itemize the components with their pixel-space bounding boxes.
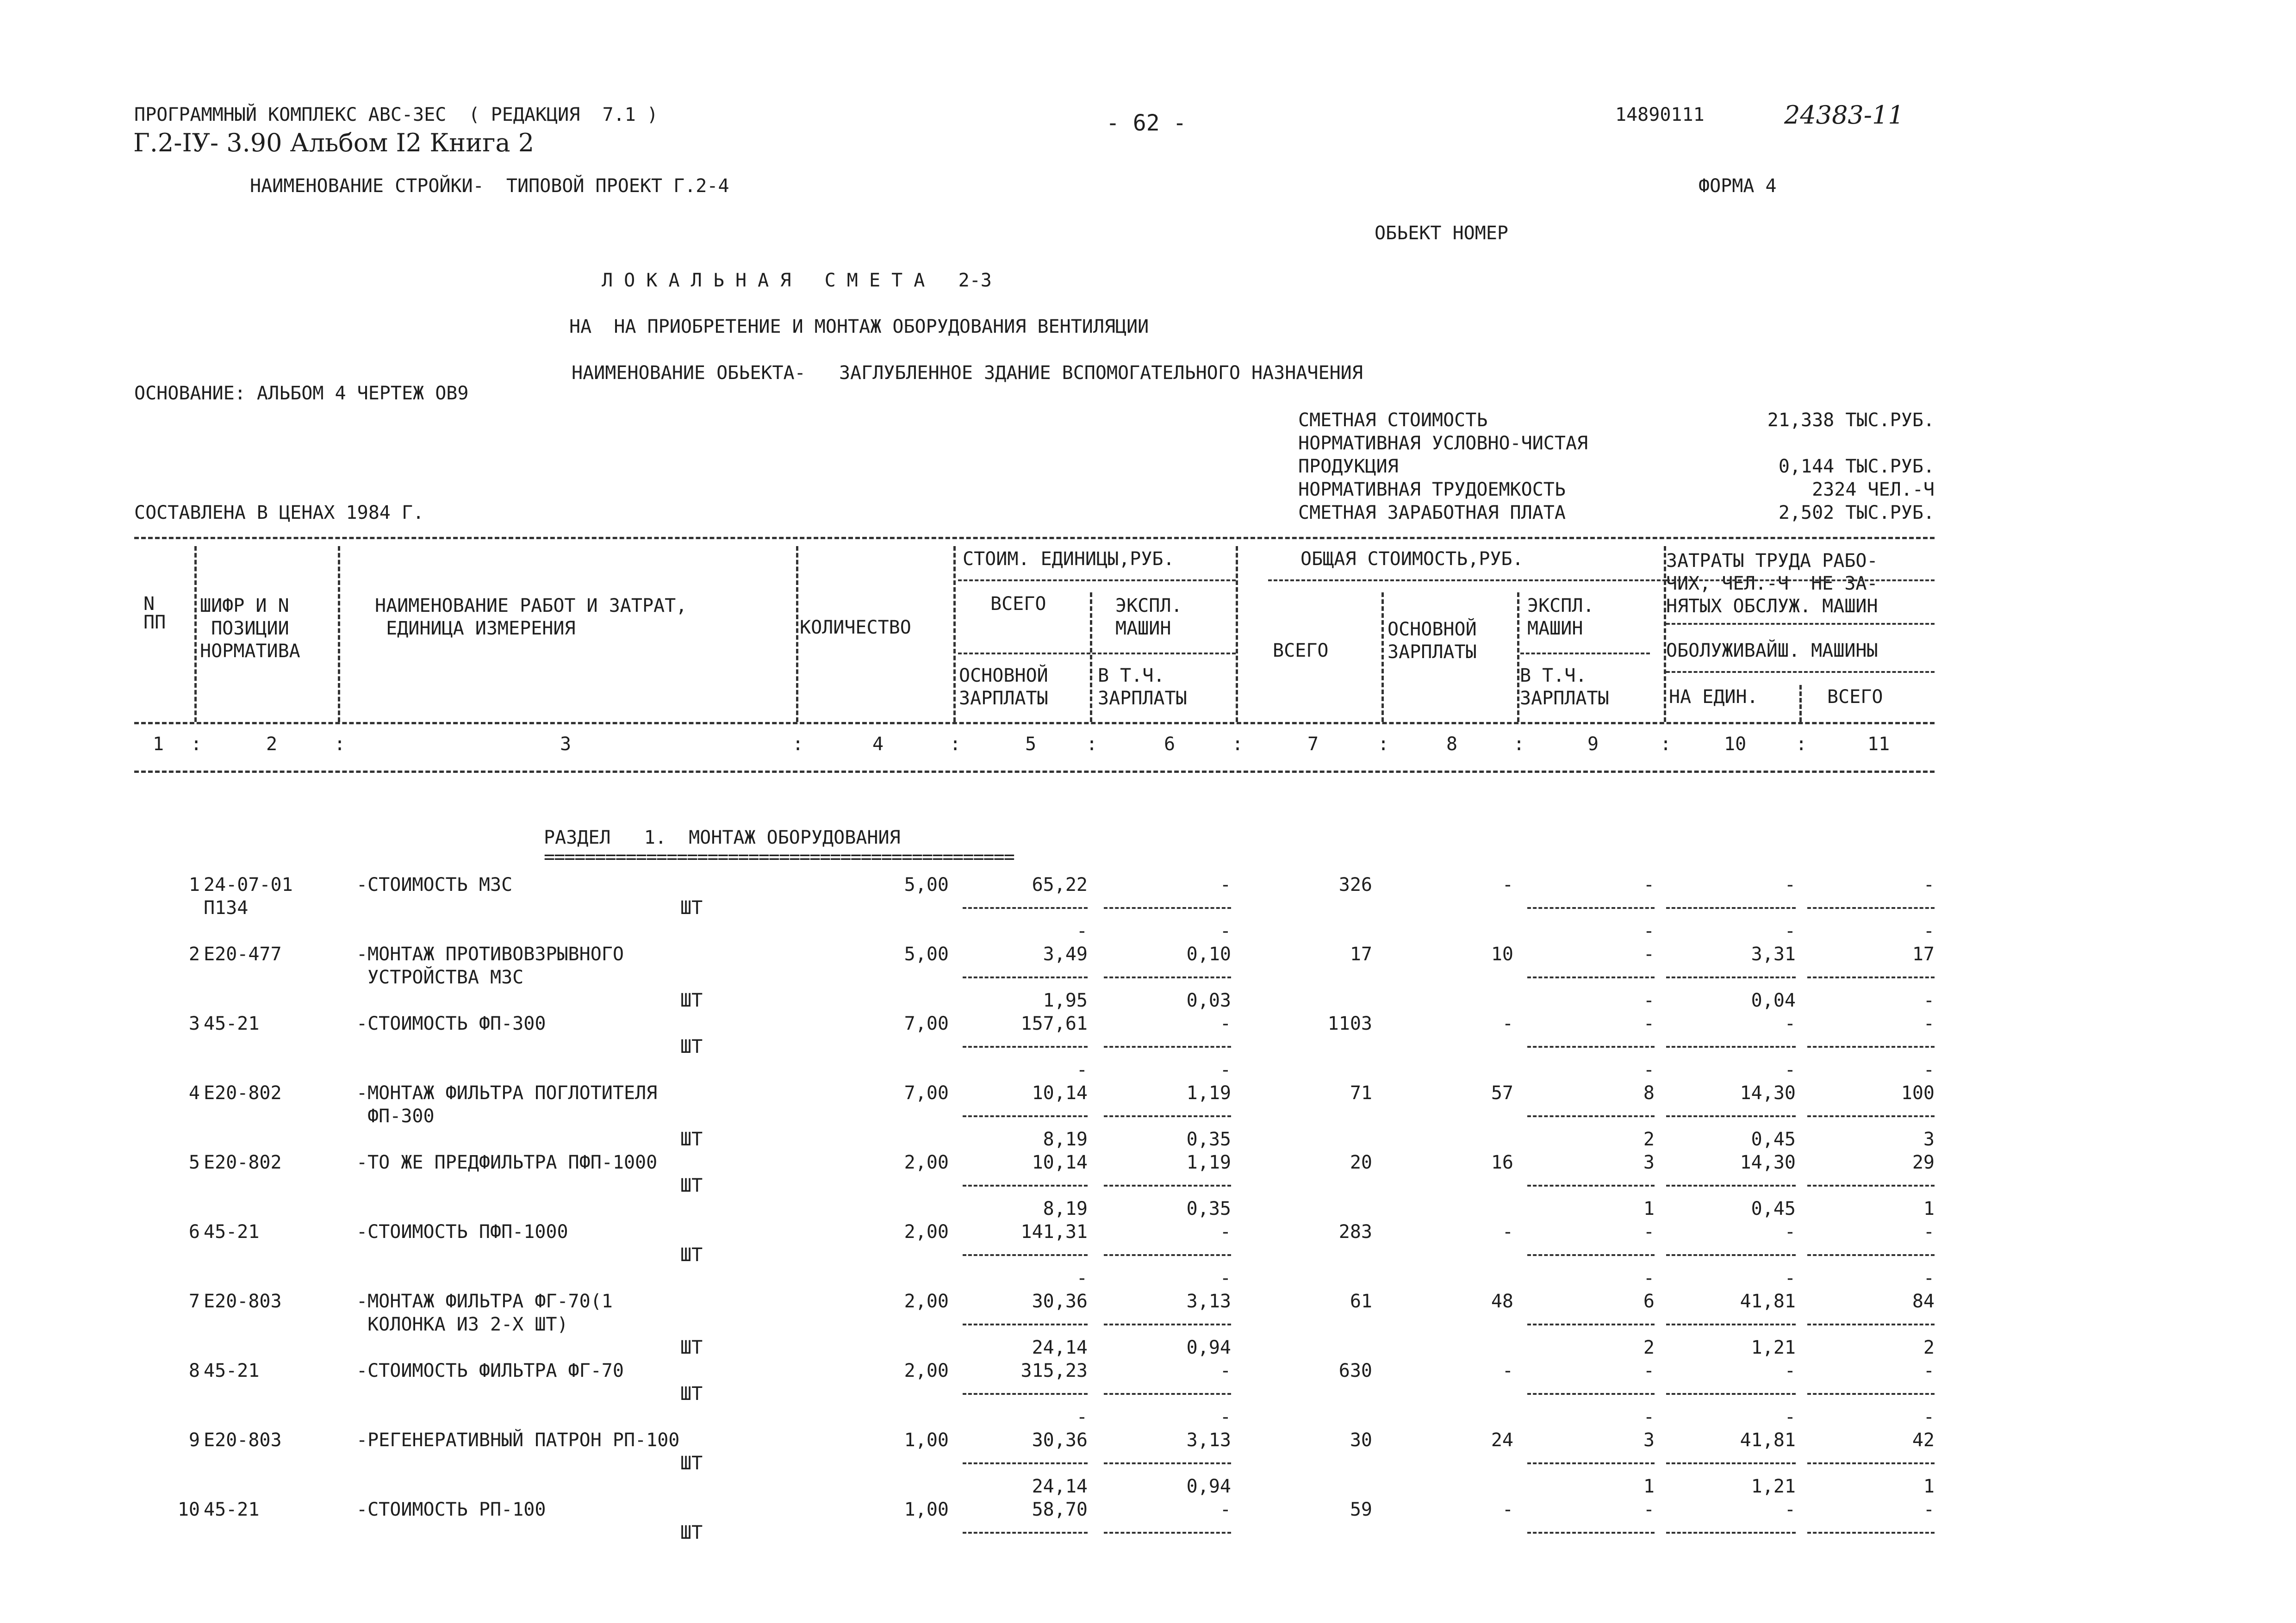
unit-incl-wage: - [1220,1268,1231,1289]
cell-divider [1666,1115,1796,1117]
total-machines: 8 [1643,1082,1655,1104]
total-all-header: ВСЕГО [1273,640,1329,661]
total-incl-wage: 2 [1643,1337,1655,1358]
column-number: 3 [560,734,572,755]
col-name-header: НАИМЕНОВАНИЕ РАБОТ И ЗАТРАТ, ЕДИНИЦА ИЗМЕРЕНИЯ [375,595,687,639]
machine-labor-per-unit: - [1784,1059,1796,1081]
cell-divider [1666,1254,1796,1256]
unit-base-wage: - [1076,1406,1088,1428]
unit: ШТ [680,1036,703,1057]
labor-total: 17 [1912,944,1935,965]
unit-base-wage: 8,19 [1043,1129,1088,1150]
machine-labor-per-unit: 1,21 [1751,1337,1796,1358]
row-number: 3 [188,1013,200,1034]
column-separator: : [1513,734,1525,755]
unit-cost-machines: - [1220,1013,1231,1034]
cell-divider [963,1185,1088,1187]
unit-cost-total: 315,23 [1020,1360,1088,1381]
labor-total: - [1923,1013,1935,1034]
column-separator: : [1660,734,1672,755]
unit: ШТ [680,1129,703,1150]
unit-base-wage: - [1076,1059,1088,1081]
program-name: ПРОГРАММНЫЙ КОМПЛЕКС АВС-3ЕС ( РЕДАКЦИЯ 7.1 ) [134,104,658,125]
total-machines: - [1643,1360,1655,1381]
unit-cost-machines: - [1220,1360,1231,1381]
unit-cost-header: СТОИМ. ЕДИНИЦЫ,РУБ. [963,548,1175,570]
cell-divider [1527,1324,1655,1325]
norm-code: 45-21 [204,1499,260,1520]
summary-value: 21,338 ТЫС.РУБ. [1767,410,1935,431]
total-cost: 61 [1350,1291,1372,1312]
unit: ШТ [680,1175,703,1196]
total-cost: 326 [1338,874,1372,895]
unit-cost-total: 141,31 [1020,1221,1088,1243]
labor-total: 84 [1912,1291,1935,1312]
row-number: 8 [188,1360,200,1381]
unit-cost-total: 157,61 [1020,1013,1088,1034]
row-number: 1 [188,874,200,895]
total-machines: - [1643,1221,1655,1243]
labor-header: ЗАТРАТЫ ТРУДА РАБО- ЧИХ, ЧЕЛ.-Ч НЕ ЗА- НЯТЫХ ОБСЛУЖ. МАШИН [1666,550,1878,617]
unit-cost-total: 3,49 [1043,944,1088,965]
quantity: 7,00 [904,1013,949,1034]
summary-value: 0,144 ТЫС.РУБ. [1778,456,1935,477]
labor-total: - [1923,874,1935,895]
unit-base-wage: - [1076,1268,1088,1289]
quantity: 2,00 [904,1152,949,1173]
total-incl-wage: 1 [1643,1476,1655,1497]
labor-machine-header: ОБОЛУЖИВАЙШ. МАШИНЫ [1666,640,1878,661]
norm-code: 45-21 [204,1221,260,1243]
labor-total: 29 [1912,1152,1935,1173]
total-incl-wage: - [1643,920,1655,942]
construction-name: НАИМЕНОВАНИЕ СТРОЙКИ- ТИПОВОЙ ПРОЕКТ Г.2-4 [250,175,729,197]
cell-divider [1666,1185,1796,1187]
cell-divider [963,1115,1088,1117]
cell-divider [1807,1532,1935,1534]
total-cost: 59 [1350,1499,1372,1520]
unit-cost-machines: 1,19 [1186,1082,1231,1104]
unit: ШТ [680,1337,703,1358]
total-wage: 48 [1491,1291,1513,1312]
total-wage: 24 [1491,1430,1513,1451]
column-separator: : [1086,734,1098,755]
quantity: 7,00 [904,1082,949,1104]
total-machines: 3 [1643,1430,1655,1451]
summary-value: 2,502 ТЫС.РУБ. [1778,502,1935,523]
norm-code-line2: П134 [204,897,249,919]
cell-divider [1807,1393,1935,1395]
column-separator: : [191,734,202,755]
norm-code: Е20-803 [204,1430,282,1451]
unit-cost-machines: - [1220,874,1231,895]
cell-divider [1104,1324,1231,1325]
unit-cost-machines: 1,19 [1186,1152,1231,1173]
column-number: 1 [153,734,164,755]
col-quantity-header: КОЛИЧЕСТВО [800,617,911,638]
total-machines: - [1643,944,1655,965]
cell-divider [1527,1046,1655,1048]
summary-label: НОРМАТИВНАЯ ТРУДОЕМКОСТЬ [1298,479,1566,500]
cell-divider [1104,1462,1231,1464]
cell-divider [1104,1046,1231,1048]
cell-divider [1527,1185,1655,1187]
cell-divider [1104,907,1231,909]
cell-divider [1527,1462,1655,1464]
total-machines: - [1643,1013,1655,1034]
unit-base-wage: 8,19 [1043,1198,1088,1219]
total-wage: - [1502,1499,1513,1520]
total-cost: 30 [1350,1430,1372,1451]
labor-total: - [1923,1499,1935,1520]
total-wage: - [1502,1221,1513,1243]
basis: ОСНОВАНИЕ: АЛЬБОМ 4 ЧЕРТЕЖ ОВ9 [134,383,469,404]
total-incl-wage: 2 [1643,1129,1655,1150]
unit: ШТ [680,1244,703,1266]
unit-cost-total: 30,36 [1032,1430,1088,1451]
column-separator: : [792,734,804,755]
labor-per-unit: 41,81 [1740,1291,1796,1312]
machine-labor-per-unit: - [1784,1268,1796,1289]
total-cost: 20 [1350,1152,1372,1173]
unit-wage-header: ОСНОВНОЙ ЗАРПЛАТЫ [959,665,1048,709]
unit-incl-wage: - [1220,1059,1231,1081]
unit-base-wage: 1,95 [1043,990,1088,1011]
cell-divider [1104,1254,1231,1256]
quantity: 2,00 [904,1360,949,1381]
labor-per-unit: - [1784,1499,1796,1520]
norm-code: 24-07-01 [204,874,293,895]
unit-machine-header: ЭКСПЛ. МАШИН [1115,595,1182,639]
unit-incl-wage: - [1220,1406,1231,1428]
norm-code: Е20-802 [204,1082,282,1104]
machine-labor-per-unit: 0,45 [1751,1198,1796,1219]
machine-labor-total: 2 [1923,1337,1935,1358]
column-number: 9 [1587,734,1599,755]
total-wage: - [1502,874,1513,895]
unit-cost-machines: - [1220,1499,1231,1520]
album-reference: Г.2-IУ- 3.90 Альбом I2 Книга 2 [133,128,535,157]
unit-incl-wage: 0,94 [1186,1337,1231,1358]
labor-total: - [1923,1360,1935,1381]
document-title: Л О К А Л Ь Н А Я С М Е Т А 2-3 [602,270,992,291]
unit-incl-wage: 0,35 [1186,1198,1231,1219]
cell-divider [1527,1254,1655,1256]
machine-labor-per-unit: 1,21 [1751,1476,1796,1497]
unit: ШТ [680,897,703,919]
summary-label: НОРМАТИВНАЯ УСЛОВНО-ЧИСТАЯ [1298,433,1588,454]
labor-per-unit: - [1784,1013,1796,1034]
cell-divider [1104,1532,1231,1534]
labor-per-unit: - [1784,1360,1796,1381]
row-number: 7 [188,1291,200,1312]
unit-total-header: ВСЕГО [990,593,1046,615]
cell-divider [963,907,1088,909]
row-number: 2 [188,944,200,965]
unit-cost-machines: 3,13 [1186,1291,1231,1312]
total-wage: 10 [1491,944,1513,965]
machine-labor-total: 3 [1923,1129,1935,1150]
quantity: 5,00 [904,874,949,895]
column-separator: : [1378,734,1389,755]
unit: ШТ [680,1453,703,1474]
work-name: -МОНТАЖ ПРОТИВОВЗРЫВНОГО [356,944,624,965]
work-name: -СТОИМОСТЬ РП-100 [356,1499,546,1520]
quantity: 2,00 [904,1221,949,1243]
work-name: -СТОИМОСТЬ ФП-300 [356,1013,546,1034]
machine-labor-total: - [1923,1406,1935,1428]
labor-per-unit: 14,30 [1740,1152,1796,1173]
norm-code: Е20-802 [204,1152,282,1173]
cell-divider [1807,907,1935,909]
row-number: 10 [177,1499,200,1520]
machine-labor-total: 1 [1923,1476,1935,1497]
total-incl-wage: 1 [1643,1198,1655,1219]
unit-cost-machines: - [1220,1221,1231,1243]
cell-divider [1666,1046,1796,1048]
row-number: 5 [188,1152,200,1173]
norm-code: 45-21 [204,1013,260,1034]
cell-divider [963,1046,1088,1048]
summary-value: 2324 ЧЕЛ.-Ч [1812,479,1935,500]
summary-label: СМЕТНАЯ СТОИМОСТЬ [1298,410,1488,431]
work-name-line2: УСТРОЙСТВА МЗС [356,967,524,988]
cell-divider [1527,907,1655,909]
labor-per-unit: 3,31 [1751,944,1796,965]
norm-code: 45-21 [204,1360,260,1381]
norm-code: Е20-477 [204,944,282,965]
total-incl-wage: - [1643,1268,1655,1289]
unit-base-wage: 24,14 [1032,1476,1088,1497]
labor-per-unit: 41,81 [1740,1430,1796,1451]
cell-divider [963,1532,1088,1534]
summary-label: ПРОДУКЦИЯ [1298,456,1399,477]
cell-divider [1666,1393,1796,1395]
total-cost: 1103 [1327,1013,1372,1034]
machine-labor-per-unit: - [1784,1406,1796,1428]
unit-incl-wage: 0,94 [1186,1476,1231,1497]
unit-cost-machines: 3,13 [1186,1430,1231,1451]
column-separator: : [1232,734,1244,755]
labor-per-unit: 14,30 [1740,1082,1796,1104]
machine-labor-per-unit: - [1784,920,1796,942]
column-number: 8 [1446,734,1458,755]
work-name: -ТО ЖЕ ПРЕДФИЛЬТРА ПФП-1000 [356,1152,658,1173]
quantity: 2,00 [904,1291,949,1312]
norm-code: Е20-803 [204,1291,282,1312]
unit: ШТ [680,1522,703,1543]
labor-total: - [1923,1221,1935,1243]
unit-cost-total: 30,36 [1032,1291,1088,1312]
unit: ШТ [680,990,703,1011]
total-incl-wage: - [1643,1059,1655,1081]
quantity: 1,00 [904,1430,949,1451]
price-level: СОСТАВЛЕНА В ЦЕНАХ 1984 Г. [134,502,424,523]
quantity: 5,00 [904,944,949,965]
cell-divider [1807,1462,1935,1464]
row-number: 9 [188,1430,200,1451]
total-cost: 17 [1350,944,1372,965]
cell-divider [1104,1115,1231,1117]
work-name: -МОНТАЖ ФИЛЬТРА ФГ-70(1 [356,1291,613,1312]
unit-incl-wage: - [1220,920,1231,942]
column-separator: : [950,734,961,755]
unit-base-wage: - [1076,920,1088,942]
machine-labor-total: - [1923,920,1935,942]
total-cost-header: ОБЩАЯ СТОИМОСТЬ,РУБ. [1300,548,1524,570]
summary-label: СМЕТНАЯ ЗАРАБОТНАЯ ПЛАТА [1298,502,1566,523]
page-number: - 62 - [1106,110,1187,136]
total-cost: 71 [1350,1082,1372,1104]
cell-divider [1666,1324,1796,1325]
cell-divider [1104,1393,1231,1395]
column-number: 5 [1025,734,1037,755]
machine-labor-total: 1 [1923,1198,1935,1219]
work-name-line2: ФП-300 [356,1106,435,1127]
col-number-header: N ПП [143,593,166,633]
machine-labor-total: - [1923,1268,1935,1289]
cell-divider [1807,1324,1935,1325]
work-name: -РЕГЕНЕРАТИВНЫЙ ПАТРОН РП-100 [356,1430,680,1451]
total-wage: 57 [1491,1082,1513,1104]
per-unit-header: НА ЕДИН. [1669,686,1758,708]
object-name: НАИМЕНОВАНИЕ ОБЬЕКТА- ЗАГЛУБЛЕННОЕ ЗДАНИЕ ВСПОМОГАТЕЛЬНОГО НАЗНАЧЕНИЯ [572,362,1363,384]
work-name: -СТОИМОСТЬ МЗС [356,874,513,895]
unit: ШТ [680,1383,703,1405]
cell-divider [963,1393,1088,1395]
column-number: 2 [266,734,278,755]
column-number: 10 [1724,734,1747,755]
total-incl-wage: - [1643,1406,1655,1428]
total-machines: 3 [1643,1152,1655,1173]
cell-divider [963,1324,1088,1325]
object-number: ОБЬЕКТ НОМЕР [1375,223,1508,244]
unit-base-wage: 24,14 [1032,1337,1088,1358]
quantity: 1,00 [904,1499,949,1520]
document-code: 14890111 [1615,104,1705,125]
cell-divider [1527,976,1655,978]
column-number: 7 [1307,734,1319,755]
cell-divider [1807,1254,1935,1256]
total-wage: - [1502,1360,1513,1381]
total-incl-wage-header: В Т.Ч. ЗАРПЛАТЫ [1520,665,1609,709]
cell-divider [1807,1115,1935,1117]
total-cost: 630 [1338,1360,1372,1381]
total-incl-wage: - [1643,990,1655,1011]
cell-divider [1666,976,1796,978]
cell-divider [1807,976,1935,978]
column-number: 4 [872,734,884,755]
unit-incl-wage-header: В Т.Ч. ЗАРПЛАТЫ [1098,665,1187,709]
row-number: 4 [188,1082,200,1104]
column-separator: : [1796,734,1807,755]
total-machines: 6 [1643,1291,1655,1312]
cell-divider [1527,1115,1655,1117]
cell-divider [1104,976,1231,978]
machine-labor-total: - [1923,1059,1935,1081]
column-separator: : [334,734,346,755]
total-wage-header: ОСНОВНОЙ ЗАРПЛАТЫ [1388,619,1477,663]
work-name: -МОНТАЖ ФИЛЬТРА ПОГЛОТИТЕЛЯ [356,1082,658,1104]
unit-cost-machines: 0,10 [1186,944,1231,965]
handwritten-code: 24383-11 [1784,100,1904,130]
cell-divider [963,1462,1088,1464]
row-number: 6 [188,1221,200,1243]
column-number: 6 [1164,734,1176,755]
labor-per-unit: - [1784,874,1796,895]
unit-cost-total: 65,22 [1032,874,1088,895]
machine-labor-per-unit: 0,45 [1751,1129,1796,1150]
total-cost: 283 [1338,1221,1372,1243]
labor-per-unit: - [1784,1221,1796,1243]
cell-divider [1527,1393,1655,1395]
cell-divider [1666,1532,1796,1534]
machine-labor-per-unit: 0,04 [1751,990,1796,1011]
labor-total: 100 [1901,1082,1935,1104]
work-name: -СТОИМОСТЬ ПФП-1000 [356,1221,568,1243]
cell-divider [963,976,1088,978]
col-code-header: ШИФР И N ПОЗИЦИИ НОРМАТИВА [200,595,300,662]
work-name: -СТОИМОСТЬ ФИЛЬТРА ФГ-70 [356,1360,624,1381]
labor-total: 42 [1912,1430,1935,1451]
total-machines: - [1643,1499,1655,1520]
column-number: 11 [1867,734,1890,755]
total-wage: - [1502,1013,1513,1034]
cell-divider [1807,1185,1935,1187]
unit-cost-total: 10,14 [1032,1082,1088,1104]
all-header: ВСЕГО [1827,686,1883,708]
work-name-line2: КОЛОНКА ИЗ 2-Х ШТ) [356,1314,568,1335]
total-machine-header: ЭКСПЛ. МАШИН [1527,595,1594,639]
cell-divider [963,1254,1088,1256]
total-machines: - [1643,874,1655,895]
document-subtitle: НА НА ПРИОБРЕТЕНИЕ И МОНТАЖ ОБОРУДОВАНИЯ ВЕНТИЛЯЦИИ [569,316,1149,337]
cell-divider [1807,1046,1935,1048]
machine-labor-total: - [1923,990,1935,1011]
section-title: РАЗДЕЛ 1. МОНТАЖ ОБОРУДОВАНИЯ [544,827,901,848]
form-label: ФОРМА 4 [1699,175,1777,197]
section-rule: ============================================== [544,846,1014,868]
cell-divider [1666,907,1796,909]
cell-divider [1104,1185,1231,1187]
unit-incl-wage: 0,03 [1186,990,1231,1011]
total-wage: 16 [1491,1152,1513,1173]
unit-cost-total: 10,14 [1032,1152,1088,1173]
cell-divider [1666,1462,1796,1464]
unit-cost-total: 58,70 [1032,1499,1088,1520]
cell-divider [1527,1532,1655,1534]
unit-incl-wage: 0,35 [1186,1129,1231,1150]
